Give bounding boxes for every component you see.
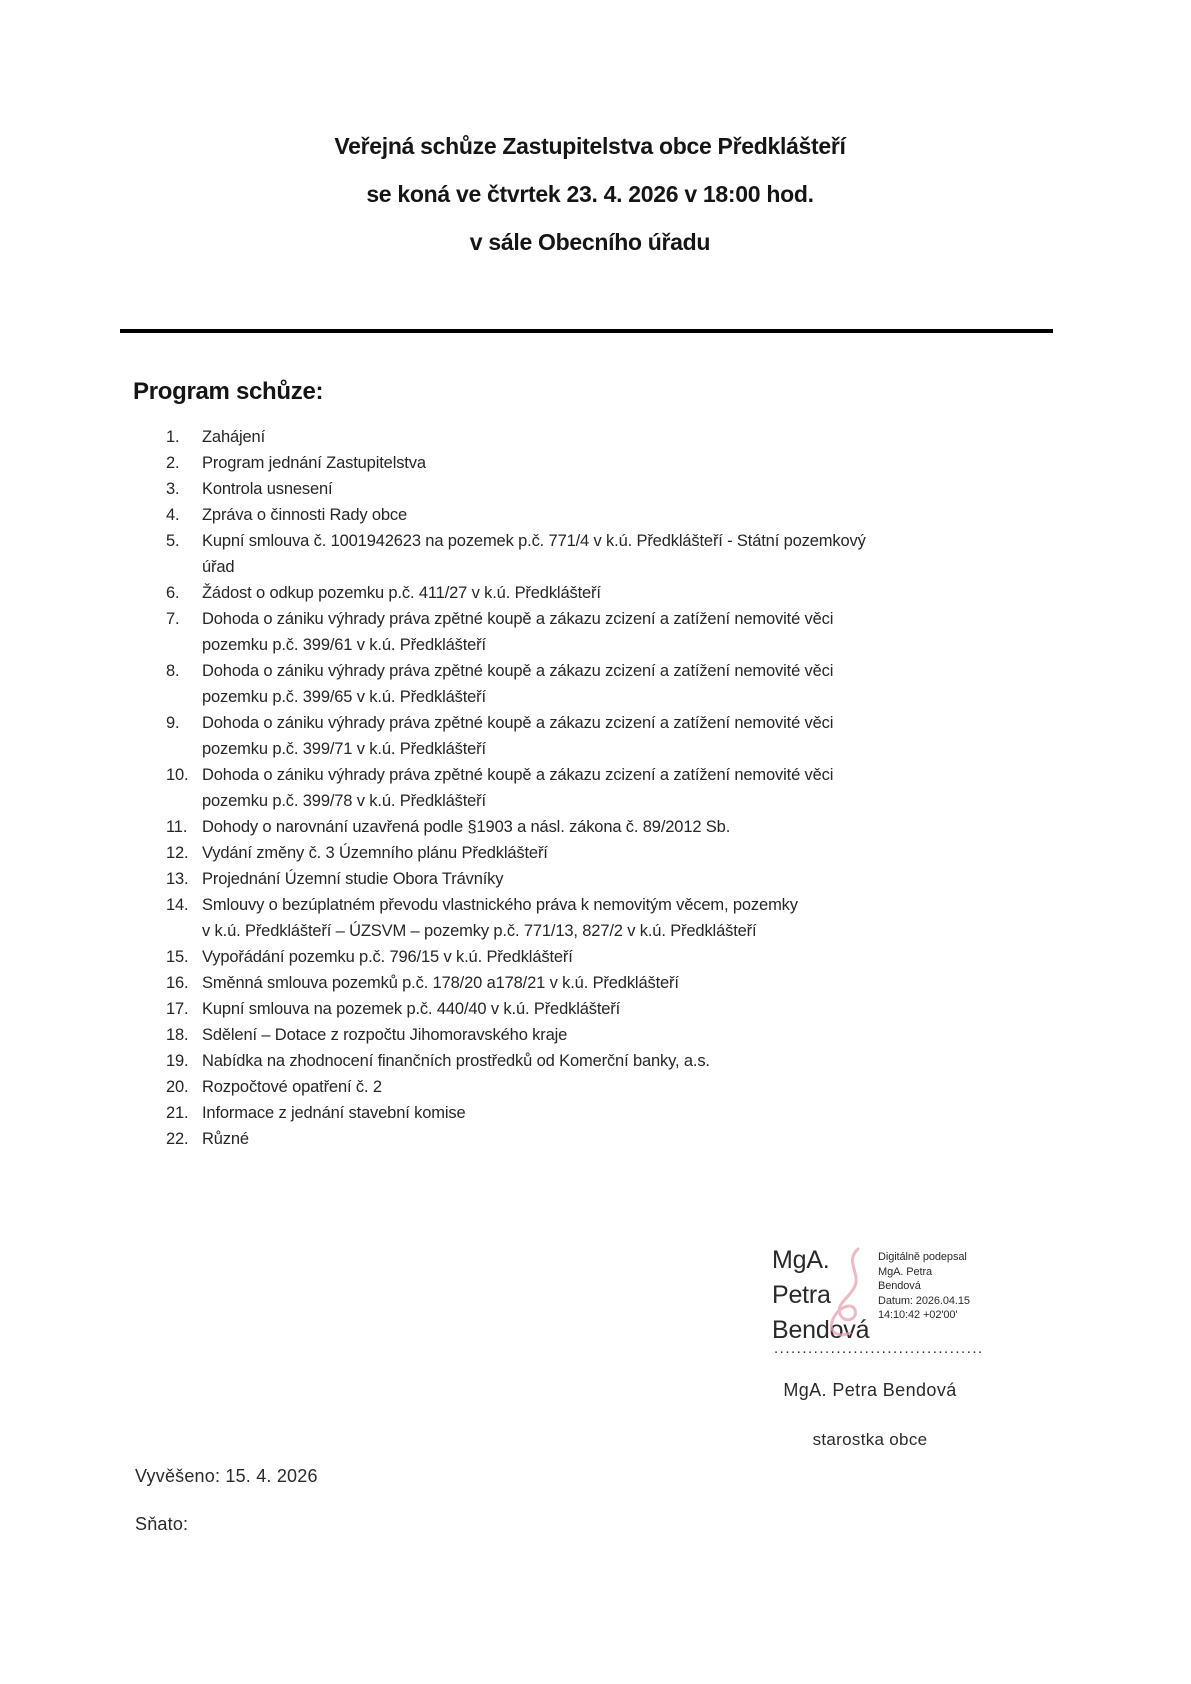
item-text: Dohoda o zániku výhrady práva zpětné koupě a zákazu zcizení a zatížení nemovité věci pozemku p.č. 399/78 v k.ú. Předklášteří (202, 766, 834, 810)
program-item (166, 944, 926, 970)
program-item (166, 1074, 926, 1100)
title-line-1: Veřejná schůze Zastupitelstva obce Předklášteří (334, 133, 846, 159)
program-item (166, 814, 926, 840)
item-number: 11. (166, 818, 188, 836)
program-item (166, 658, 926, 710)
item-number: 6. (166, 584, 180, 602)
program-item (166, 970, 926, 996)
title-line-3: v sále Obecního úřadu (469, 229, 711, 255)
item-text: Nabídka na zhodnocení finančních prostředků od Komerční banky, a.s. (202, 1052, 710, 1070)
item-number: 12. (166, 844, 189, 862)
signer-block (739, 1380, 1001, 1450)
item-number: 4. (166, 506, 180, 524)
item-text: Vypořádání pozemku p.č. 796/15 v k.ú. Předklášteří (202, 948, 573, 966)
item-text: Vydání změny č. 3 Územního plánu Předklášteří (202, 844, 548, 862)
item-text: Sdělení – Dotace z rozpočtu Jihomoravského kraje (202, 1026, 568, 1044)
item-text: Žádost o odkup pozemku p.č. 411/27 v k.ú. Předklášteří (202, 584, 601, 602)
signature-dotted-line: ..................................... (774, 1340, 984, 1357)
program-item (166, 502, 926, 528)
program-item (166, 1126, 926, 1152)
item-text: Dohoda o zániku výhrady práva zpětné koupě a zákazu zcizení a zatížení nemovité věci pozemku p.č. 399/65 v k.ú. Předklášteří (202, 662, 834, 706)
item-number: 20. (166, 1078, 189, 1096)
program-item (166, 476, 926, 502)
item-number: 22. (166, 1130, 189, 1148)
program-item (166, 840, 926, 866)
item-number: 15. (166, 948, 189, 966)
program-item (166, 450, 926, 476)
item-text: Dohody o narovnání uzavřená podle §1903 a násl. zákona č. 89/2012 Sb. (202, 818, 731, 836)
program-item (166, 762, 926, 814)
program-list (166, 424, 926, 1152)
item-text: Směnná smlouva pozemků p.č. 178/20 a178/21 v k.ú. Předklášteří (202, 974, 679, 992)
item-number: 9. (166, 714, 180, 732)
item-number: 10. (166, 766, 189, 784)
program-item (166, 606, 926, 658)
item-number: 2. (166, 454, 180, 472)
signer-name: MgA. Petra Bendová (783, 1380, 957, 1400)
program-item (166, 996, 926, 1022)
item-text: Dohoda o zániku výhrady práva zpětné koupě a zákazu zcizení a zatížení nemovité věci pozemku p.č. 399/61 v k.ú. Předklášteří (202, 610, 834, 654)
item-text: Rozpočtové opatření č. 2 (202, 1078, 382, 1096)
program-item (166, 528, 926, 580)
item-text: Kontrola usnesení (202, 480, 333, 498)
program-item (166, 1100, 926, 1126)
item-number: 3. (166, 480, 180, 498)
program-item (166, 1048, 926, 1074)
item-number: 5. (166, 532, 180, 550)
horizontal-rule (120, 329, 1053, 333)
item-number: 14. (166, 896, 189, 914)
item-text: Smlouvy o bezúplatném převodu vlastnického práva k nemovitým věcem, pozemky v k.ú. Předklášteří – ÚZSVM – pozemky p.č. 771/13, 827/2 v k.ú. Předklášteří (202, 896, 798, 940)
item-text: Kupní smlouva č. 1001942623 na pozemek p.č. 771/4 v k.ú. Předklášteří - Státní pozemkový úřad (202, 532, 866, 576)
digital-signature-name: MgA. Petra Bendová (772, 1246, 870, 1344)
program-heading: Program schůze: (133, 378, 324, 405)
item-number: 1. (166, 428, 180, 446)
item-number: 21. (166, 1104, 189, 1122)
item-text: Dohoda o zániku výhrady práva zpětné koupě a zákazu zcizení a zatížení nemovité věci pozemku p.č. 399/71 v k.ú. Předklášteří (202, 714, 834, 758)
signer-role: starostka obce (812, 1430, 928, 1449)
program-item (166, 580, 926, 606)
item-number: 17. (166, 1000, 189, 1018)
signature-flourish-icon (824, 1246, 878, 1342)
program-item (166, 892, 926, 944)
program-item (166, 424, 926, 450)
item-number: 8. (166, 662, 180, 680)
item-text: Různé (202, 1130, 249, 1148)
item-text: Program jednání Zastupitelstva (202, 454, 426, 472)
program-item (166, 1022, 926, 1048)
item-number: 18. (166, 1026, 189, 1044)
item-number: 7. (166, 610, 180, 628)
item-text: Zpráva o činnosti Rady obce (202, 506, 408, 524)
program-item (166, 710, 926, 762)
item-number: 19. (166, 1052, 189, 1070)
item-number: 16. (166, 974, 189, 992)
posted-date: Vyvěšeno: 15. 4. 2026 (135, 1466, 318, 1486)
item-text: Kupní smlouva na pozemek p.č. 440/40 v k.ú. Předklášteří (202, 1000, 621, 1018)
notice-title (0, 132, 1180, 276)
item-text: Projednání Územní studie Obora Trávníky (202, 870, 504, 888)
item-text: Informace z jednání stavební komise (202, 1104, 466, 1122)
item-text: Zahájení (202, 428, 266, 446)
title-line-2: se koná ve čtvrtek 23. 4. 2026 v 18:00 hod. (366, 181, 814, 207)
program-item (166, 866, 926, 892)
item-number: 13. (166, 870, 189, 888)
removed-date: Sňato: (135, 1514, 189, 1534)
digital-signature-details: Digitálně podepsal MgA. Petra Bendová Datum: 2026.04.15 14:10:42 +02'00' (878, 1251, 970, 1321)
